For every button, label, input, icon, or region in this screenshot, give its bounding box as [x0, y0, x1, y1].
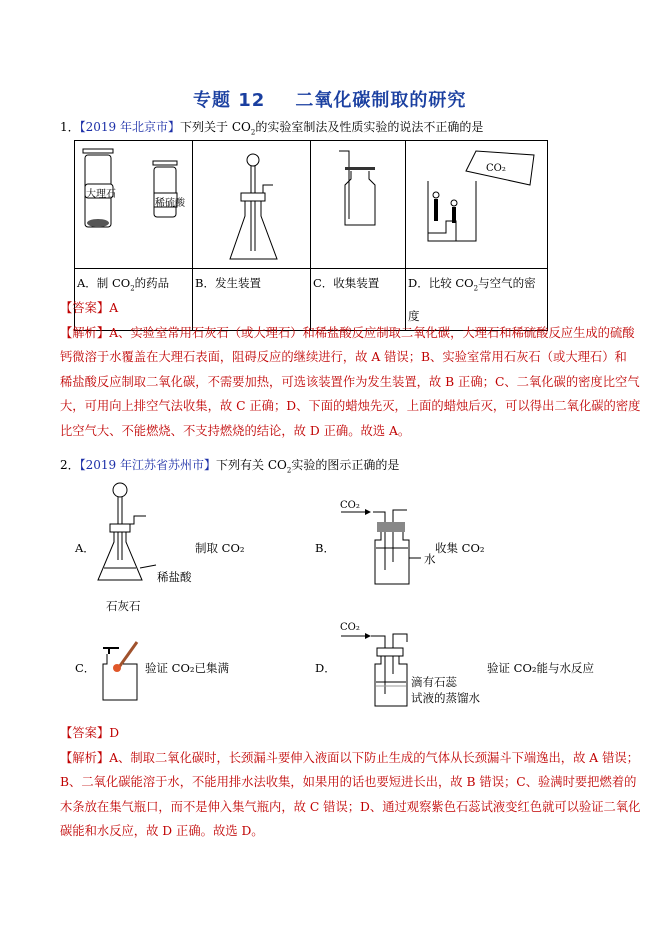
option-d-caption: 验证 CO₂能与水反应 — [487, 661, 594, 675]
analysis-line: 碳能和水反应，故 D 正确。故选 D。 — [60, 824, 264, 839]
title-number: 专题 12 — [193, 90, 266, 111]
figure-a — [75, 141, 193, 269]
generator-flask-figure — [193, 141, 310, 265]
opt-sub: 2 — [130, 284, 135, 293]
answer-label: 【答案】 — [60, 301, 110, 315]
opt-text: 与空气的密度 — [408, 276, 536, 324]
question-2-stem — [60, 456, 399, 474]
acid-label: 稀硫酸 — [155, 198, 185, 209]
title-text: 二氧化碳制取的研究 — [295, 90, 467, 111]
option-a-caption: 制取 CO₂ — [195, 541, 245, 555]
q-source: 【2019 年北京市】 — [79, 120, 180, 134]
analysis-line: 大，可用向上排空气法收集，故 C 正确；D、下面的蜡烛先灭，上面的蜡烛后灭，可以得出二氧化碳的密度 — [60, 399, 641, 414]
option-d-letter: D． — [315, 661, 336, 675]
opt-text: 的药品 — [134, 276, 170, 290]
figure-d — [406, 141, 548, 269]
q2-figure-b — [335, 500, 445, 590]
figure-b — [193, 141, 311, 269]
collection-bottle-figure — [311, 141, 405, 265]
option-b-letter: B． — [315, 541, 335, 555]
opt-text: C．收集装置 — [313, 276, 380, 290]
label-co2-b: CO₂ — [340, 500, 360, 511]
label-litmus-2: 试液的蒸馏水 — [411, 691, 480, 705]
label-dilute-hcl: 稀盐酸 — [157, 570, 192, 584]
opt-text: D．比较 CO — [408, 276, 474, 290]
page-title — [193, 86, 496, 112]
answer-value: D — [109, 726, 120, 740]
question-2-solution — [60, 721, 641, 844]
analysis-line: 木条放在集气瓶口，而不是伸入集气瓶内，故 C 错误；D、通过观察紫色石蕊试液变红色就可以验证二氧化 — [60, 799, 641, 814]
stem-sub: 2 — [250, 128, 256, 137]
opt-text: A．制 CO — [77, 276, 131, 290]
answer-line — [60, 721, 575, 746]
answer-label: 【答案】 — [60, 726, 110, 740]
q2-figure-c — [95, 640, 145, 700]
stem-pre: 下列有关 CO — [216, 458, 287, 472]
co2-label: CO₂ — [486, 163, 506, 174]
q-num: 1． — [60, 120, 80, 134]
option-a-letter: A． — [75, 541, 95, 555]
analysis-line: 钙微溶于水覆盖在大理石表面，阻碍反应的继续进行，故 A 错误；B、实验室常用石灰石（或大理石）和 — [60, 350, 627, 365]
stem-pre: 下列关于 CO — [180, 120, 251, 134]
analysis-line — [60, 746, 639, 771]
analysis-line — [60, 321, 635, 346]
analysis-text: A、制取二氧化碳时，长颈漏斗要伸入液面以下防止生成的气体从长颈漏斗下端逸出，故 A 错误； — [109, 750, 639, 765]
analysis-line: B、二氧化碳能溶于水，不能用排水法收集，如果用的话也要短进长出，故 B 错误；C、验满时要把燃着的 — [60, 775, 637, 790]
option-c-caption: 验证 CO₂已集满 — [145, 661, 229, 675]
marble-label: 大理石 — [86, 189, 116, 200]
answer-line — [60, 296, 575, 321]
label-co2-d: CO₂ — [340, 622, 360, 633]
analysis-label: 【解析】 — [60, 750, 110, 765]
q-num: 2． — [60, 458, 80, 472]
analysis-line: 稀盐酸反应制取二氧化碳，不需要加热，可选该装置作为发生装置，故 B 正确；C、二氧化碳的密度比空气 — [60, 374, 640, 389]
analysis-text: A、实验室常用石灰石（或大理石）和稀盐酸反应制取二氧化碳，大理石和稀硫酸反应生成的硫酸 — [109, 325, 635, 340]
question-1-solution — [60, 296, 641, 444]
stem-post: 实验的图示正确的是 — [291, 458, 400, 472]
label-limestone: 石灰石 — [106, 599, 141, 613]
stem-post: 的实验室制法及性质实验的说法不正确的是 — [255, 120, 484, 134]
label-litmus-1: 滴有石蕊 — [411, 675, 457, 689]
stem-sub: 2 — [286, 466, 292, 475]
option-b-caption: 收集 CO₂ — [435, 541, 485, 555]
analysis-line: 比空气大、不能燃烧、不支持燃烧的结论，故 D 正确。故选 A。 — [60, 423, 411, 438]
q-source: 【2019 年江苏省苏州市】 — [79, 458, 216, 472]
opt-sub: 2 — [473, 284, 479, 293]
answer-value: A — [109, 301, 119, 315]
analysis-label: 【解析】 — [60, 325, 110, 340]
option-c-letter: C． — [75, 661, 96, 675]
label-water: 水 — [424, 552, 436, 566]
question-1-stem — [60, 118, 483, 136]
candle-beaker-figure — [406, 141, 547, 265]
opt-text: B．发生装置 — [195, 276, 261, 290]
figure-c — [311, 141, 406, 269]
